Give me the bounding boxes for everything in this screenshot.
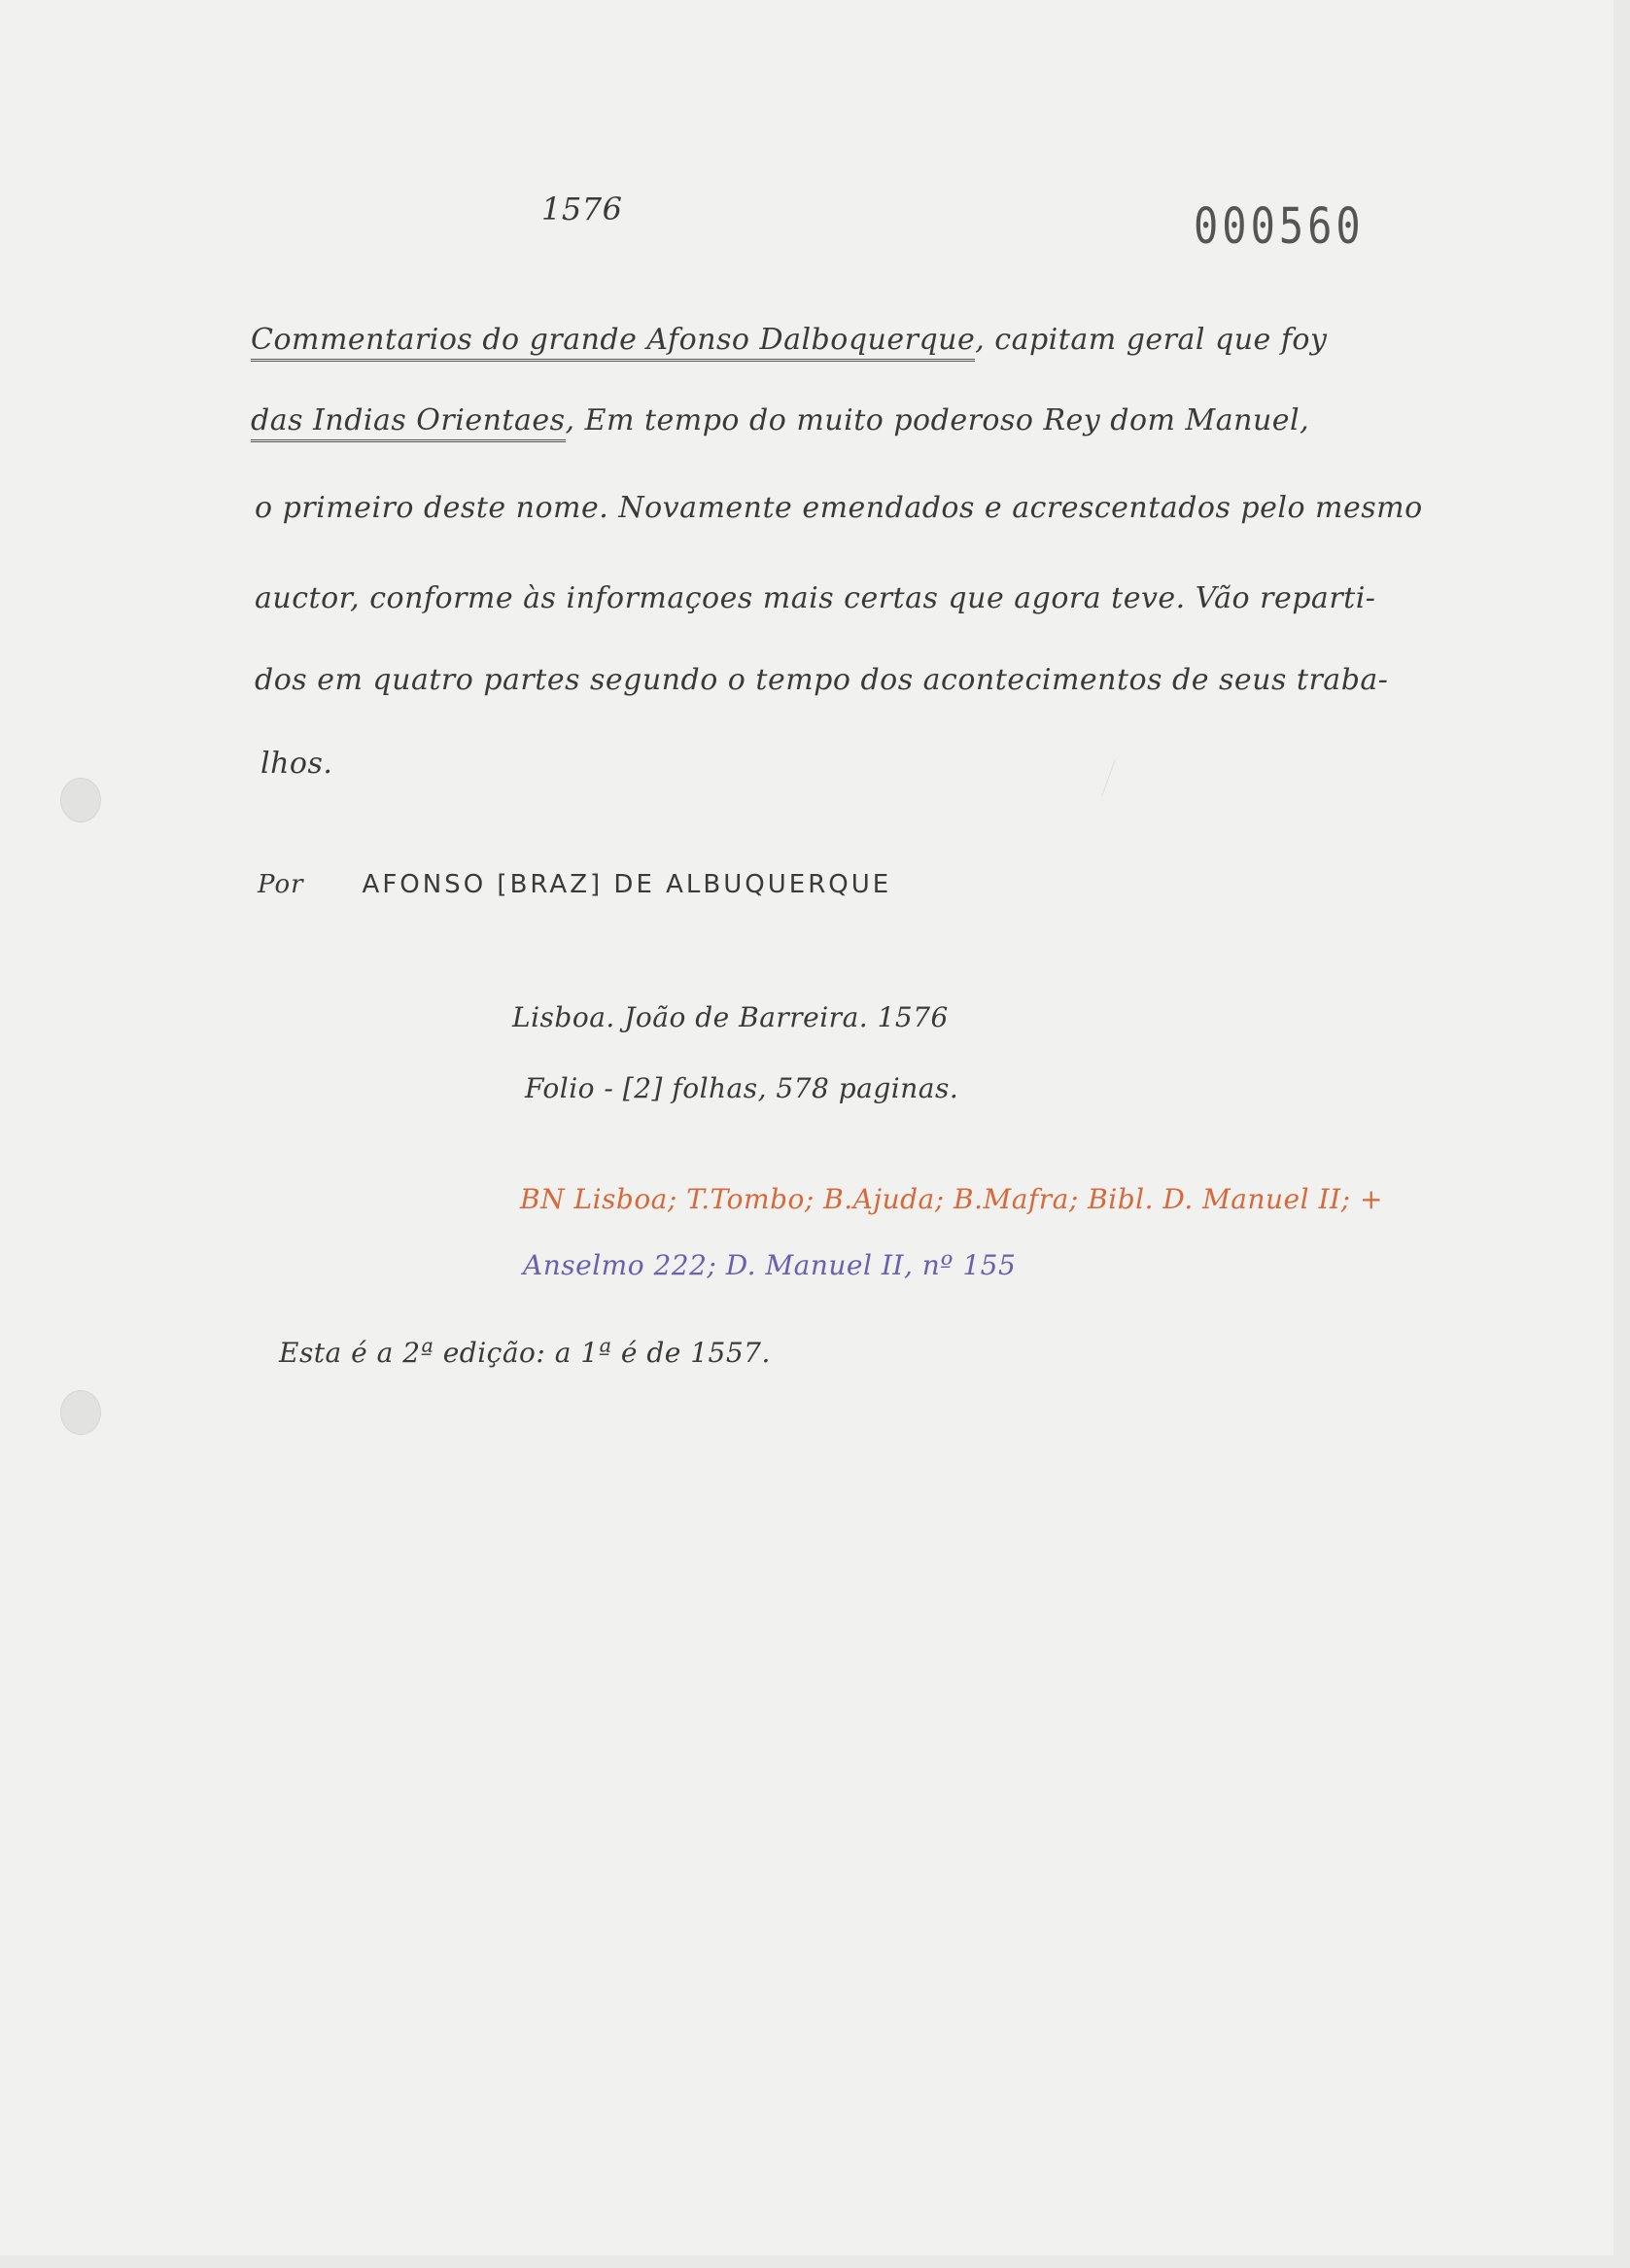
punch-hole: [60, 778, 101, 822]
title-line-2-rest: , Em tempo do muito poderoso Rey dom Manuel,: [565, 403, 1310, 437]
author-line: [258, 870, 891, 899]
title-line-3: o primeiro deste nome. Novamente emendados e acrescentados pelo mesmo: [255, 491, 1423, 525]
title-line-2: [251, 403, 1309, 437]
punch-hole: [60, 1390, 101, 1435]
year-heading: 1576: [541, 191, 623, 227]
title-underlined-part: das Indias Orientaes: [251, 403, 566, 442]
number-stamp: 000560: [1194, 197, 1365, 255]
author-prefix: Por: [258, 870, 304, 899]
title-line-4: auctor, conforme às informaçoes mais certas que agora teve. Vão reparti-: [255, 581, 1376, 615]
paper-crease: [1101, 759, 1116, 796]
imprint-format: Folio - [2] folhas, 578 paginas.: [525, 1072, 959, 1104]
imprint-place-printer-year: Lisboa. João de Barreira. 1576: [512, 1001, 949, 1033]
author-name: AFONSO [BRAZ] DE ALBUQUERQUE: [362, 870, 892, 899]
title-line-1-rest: , capitam geral que foy: [975, 323, 1328, 357]
title-line-6: lhos.: [260, 747, 333, 781]
title-line-1: [251, 323, 1327, 357]
title-line-5: dos em quatro partes segundo o tempo dos acontecimentos de seus traba-: [255, 663, 1389, 697]
bibliographic-references: Anselmo 222; D. Manuel II, nº 155: [523, 1249, 1017, 1281]
holding-libraries: BN Lisboa; T.Tombo; B.Ajuda; B.Mafra; Bibl. D. Manuel II; +: [520, 1183, 1383, 1215]
edition-note: Esta é a 2ª edição: a 1ª é de 1557.: [279, 1337, 771, 1369]
title-underlined-part: Commentarios do grande Afonso Dalboquerque: [251, 323, 975, 362]
